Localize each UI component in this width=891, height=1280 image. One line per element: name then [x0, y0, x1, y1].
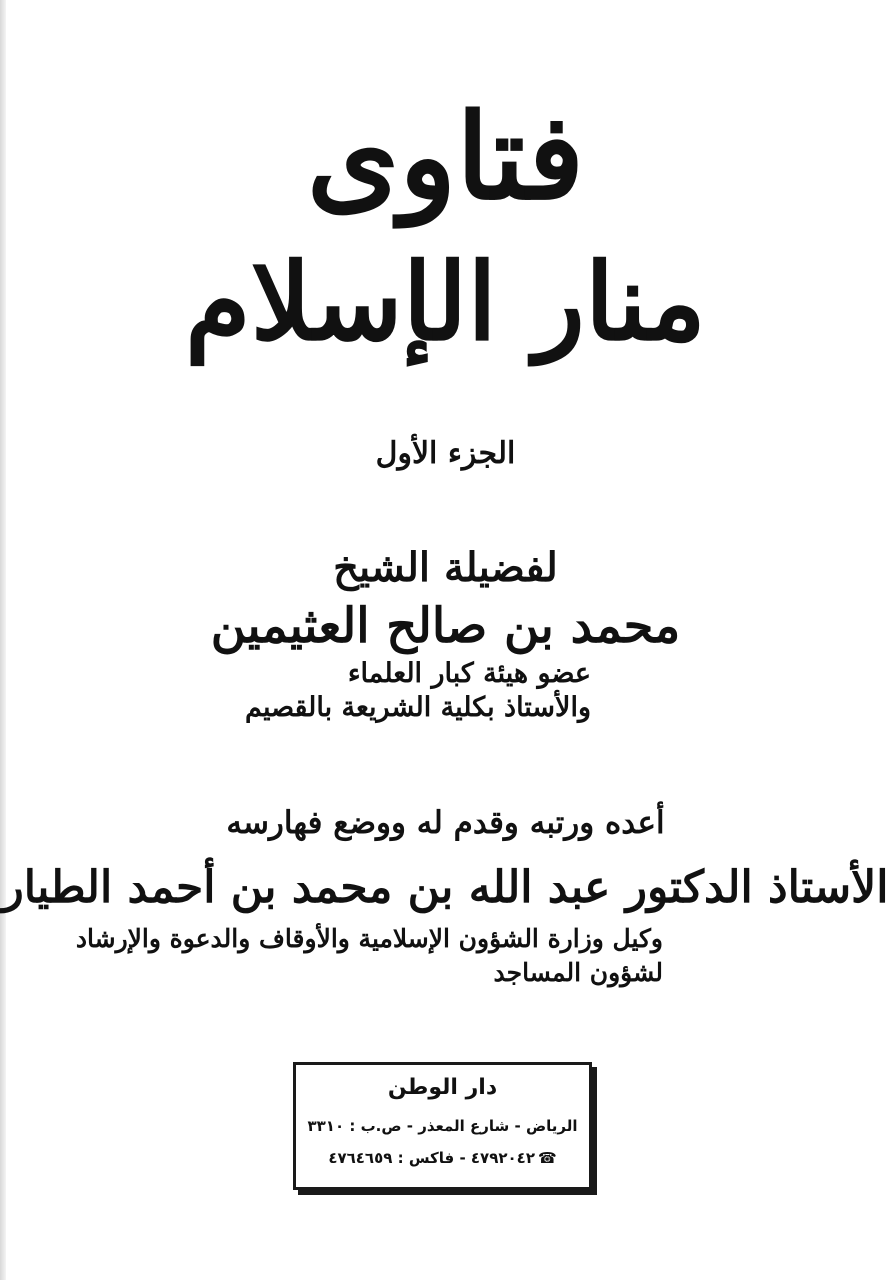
volume-label: الجزء الأول — [375, 436, 516, 471]
editor-name: الأستاذ الدكتور عبد الله بن محمد بن أحمد الطيار — [2, 862, 889, 913]
editor-role-line-1: وكيل وزارة الشؤون الإسلامية والأوقاف والدعوة والإرشاد — [75, 924, 663, 953]
author-name: محمد بن صالح العثيمين — [210, 598, 681, 654]
author-role-line-1: عضو هيئة كبار العلماء — [347, 658, 591, 689]
phone-icon: ☎ — [538, 1149, 557, 1167]
publisher-phone-fax: ٤٧٩٢٠٤٢ - فاكس : ٤٧٦٤٦٥٩ — [328, 1149, 535, 1167]
book-title-line-2: منار الإسلام — [185, 239, 706, 364]
author-prefix: لفضيلة الشيخ — [333, 544, 558, 591]
publisher-address: الرياض - شارع المعذر - ص.ب : ٣٣١٠ — [307, 1117, 578, 1135]
book-title-line-1: فتاوى — [306, 87, 585, 226]
author-role-line-2: والأستاذ بكلية الشريعة بالقصيم — [244, 692, 591, 723]
editor-role-line-2: لشؤون المساجد — [493, 958, 663, 987]
publisher-box — [293, 1062, 592, 1190]
publisher-contact — [296, 1145, 589, 1171]
publisher-name: دار الوطن — [387, 1075, 498, 1100]
editor-intro: أعده ورتبه وقدم له ووضع فهارسه — [226, 805, 665, 841]
